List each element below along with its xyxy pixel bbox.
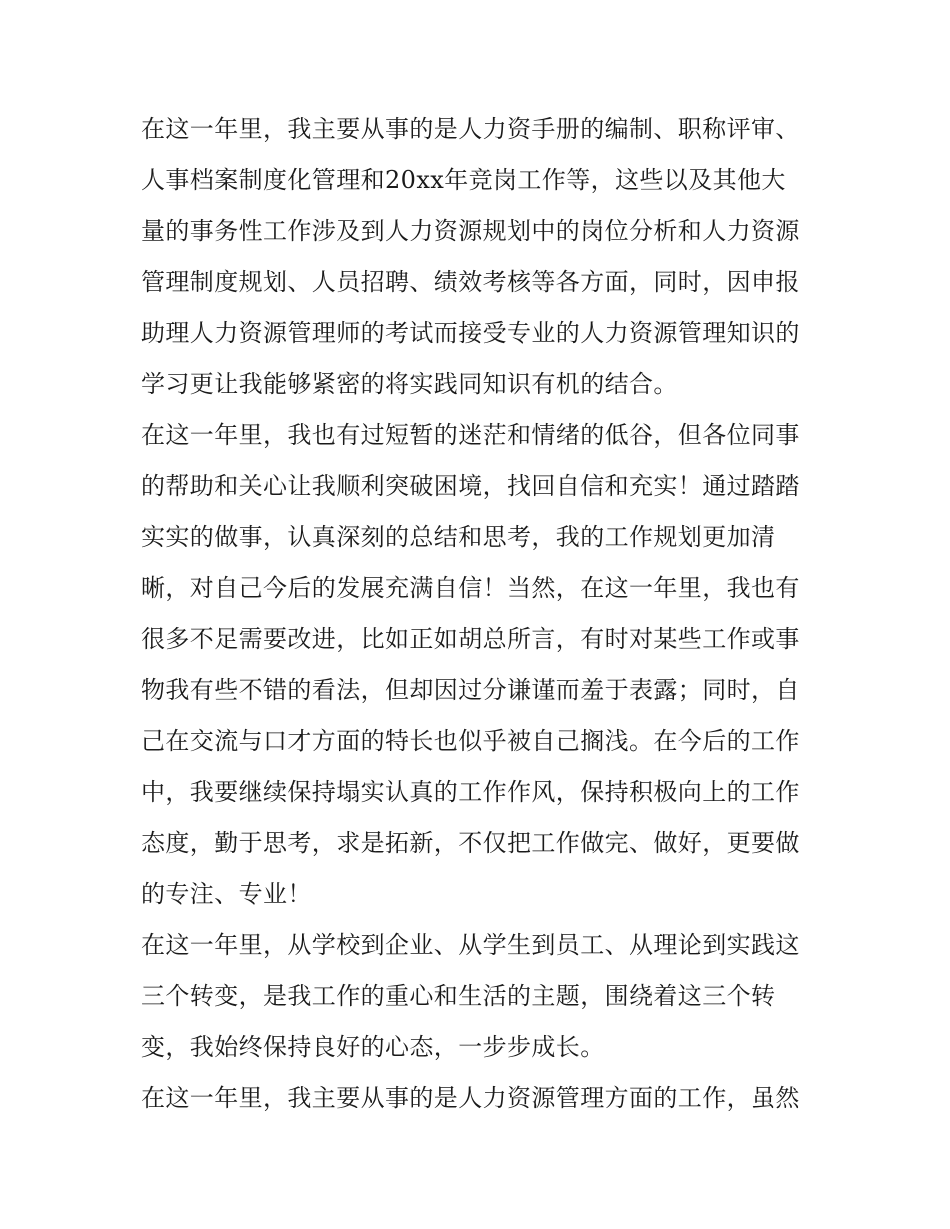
text-line: 量的事务性工作涉及到人力资源规划中的岗位分析和人力资源	[141, 217, 800, 245]
text-line: 三个转变，是我工作的重心和生活的主题，围绕着这三个转	[141, 982, 776, 1010]
text-line: 的帮助和关心让我顺利突破困境，找回自信和充实！通过踏踏	[141, 472, 800, 500]
text-line: 物我有些不错的看法，但却因过分谦谨而羞于表露；同时，自	[141, 676, 800, 704]
text-line: 很多不足需要改进，比如正如胡总所言，有时对某些工作或事	[141, 625, 800, 653]
text-line: 管理制度规划、人员招聘、绩效考核等各方面，同时，因申报	[141, 268, 800, 296]
text-line: 助理人力资源管理师的考试而接受专业的人力资源管理知识的	[141, 319, 800, 347]
text-line: 学习更让我能够紧密的将实践同知识有机的结合。	[141, 370, 678, 398]
text-line: 实实的做事，认真深刻的总结和思考，我的工作规划更加清	[141, 523, 776, 551]
text-line: 在这一年里，我也有过短暂的迷茫和情绪的低谷，但各位同事	[141, 421, 800, 449]
text-line: 己在交流与口才方面的特长也似乎被自己搁浅。在今后的工作	[141, 727, 800, 755]
text-line: 的专注、专业！	[141, 880, 312, 908]
text-line: 中，我要继续保持塌实认真的工作作风，保持积极向上的工作	[141, 778, 800, 806]
text-line: 晰，对自己今后的发展充满自信！当然，在这一年里，我也有	[141, 574, 800, 602]
text-line: 态度，勤于思考，求是拓新，不仅把工作做完、做好，更要做	[141, 829, 800, 857]
text-line: 在这一年里，我主要从事的是人力资源管理方面的工作，虽然	[141, 1084, 800, 1112]
text-line: 人事档案制度化管理和20xx年竞岗工作等，这些以及其他大	[141, 166, 786, 194]
text-line: 在这一年里，从学校到企业、从学生到员工、从理论到实践这	[141, 931, 800, 959]
text-line: 变，我始终保持良好的心态，一步步成长。	[141, 1033, 605, 1061]
text-line: 在这一年里，我主要从事的是人力资手册的编制、职称评审、	[141, 115, 800, 143]
